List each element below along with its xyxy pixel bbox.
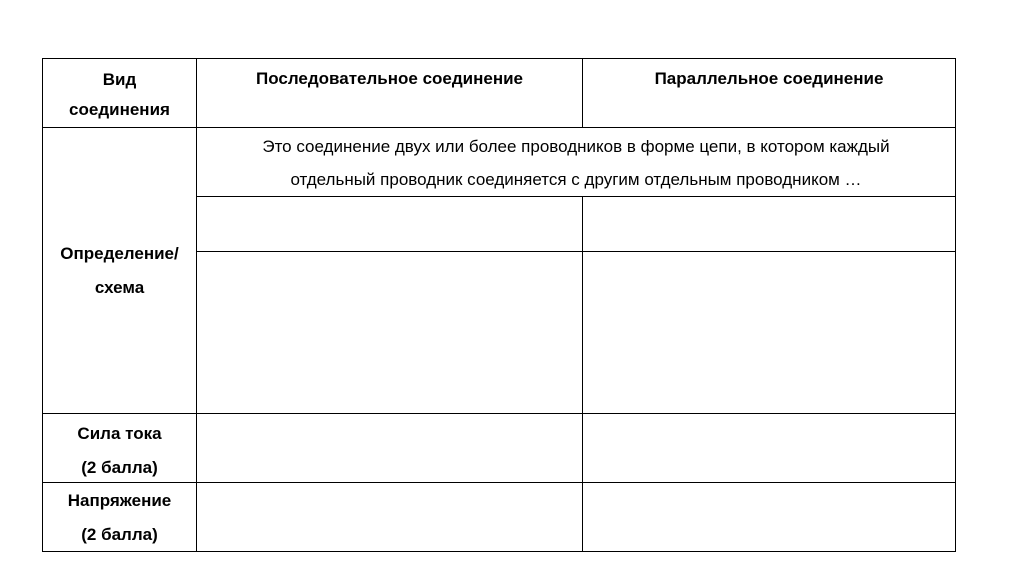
parallel-current-cell bbox=[582, 413, 956, 483]
header-parallel-connection-label: Параллельное соединение bbox=[654, 69, 884, 88]
parallel-definition-cell bbox=[582, 196, 956, 252]
row-label-voltage-line1: Напряжение bbox=[67, 491, 172, 510]
series-definition-cell bbox=[196, 196, 583, 252]
definition-text-line2: отдельный проводник соединяется с другим отдельным проводником … bbox=[290, 170, 862, 189]
header-connection-type-line1: Вид bbox=[102, 70, 137, 89]
header-series-connection bbox=[196, 58, 583, 128]
row-label-current-line2: (2 балла) bbox=[81, 458, 158, 477]
row-label-voltage-line2: (2 балла) bbox=[81, 525, 158, 544]
row-label-current bbox=[42, 413, 197, 483]
row-label-current-line1: Сила тока bbox=[77, 424, 162, 443]
header-series-connection-label: Последовательное соединение bbox=[255, 69, 523, 88]
parallel-voltage-cell bbox=[582, 482, 956, 552]
header-parallel-connection bbox=[582, 58, 956, 128]
row-label-definition-line2: схема bbox=[94, 277, 145, 297]
header-connection-type bbox=[42, 58, 197, 128]
definition-text-line1: Это соединение двух или более проводников в форме цепи, в котором каждый bbox=[262, 137, 890, 156]
row-label-definition-line1: Определение/ bbox=[60, 243, 179, 263]
row-label-definition bbox=[42, 127, 197, 414]
header-connection-type-line2: соединения bbox=[69, 100, 170, 119]
definition-text-cell bbox=[196, 127, 956, 197]
parallel-scheme-cell bbox=[582, 251, 956, 414]
comparison-table bbox=[42, 58, 956, 552]
row-label-voltage bbox=[42, 482, 197, 552]
series-scheme-cell bbox=[196, 251, 583, 414]
series-voltage-cell bbox=[196, 482, 583, 552]
series-current-cell bbox=[196, 413, 583, 483]
